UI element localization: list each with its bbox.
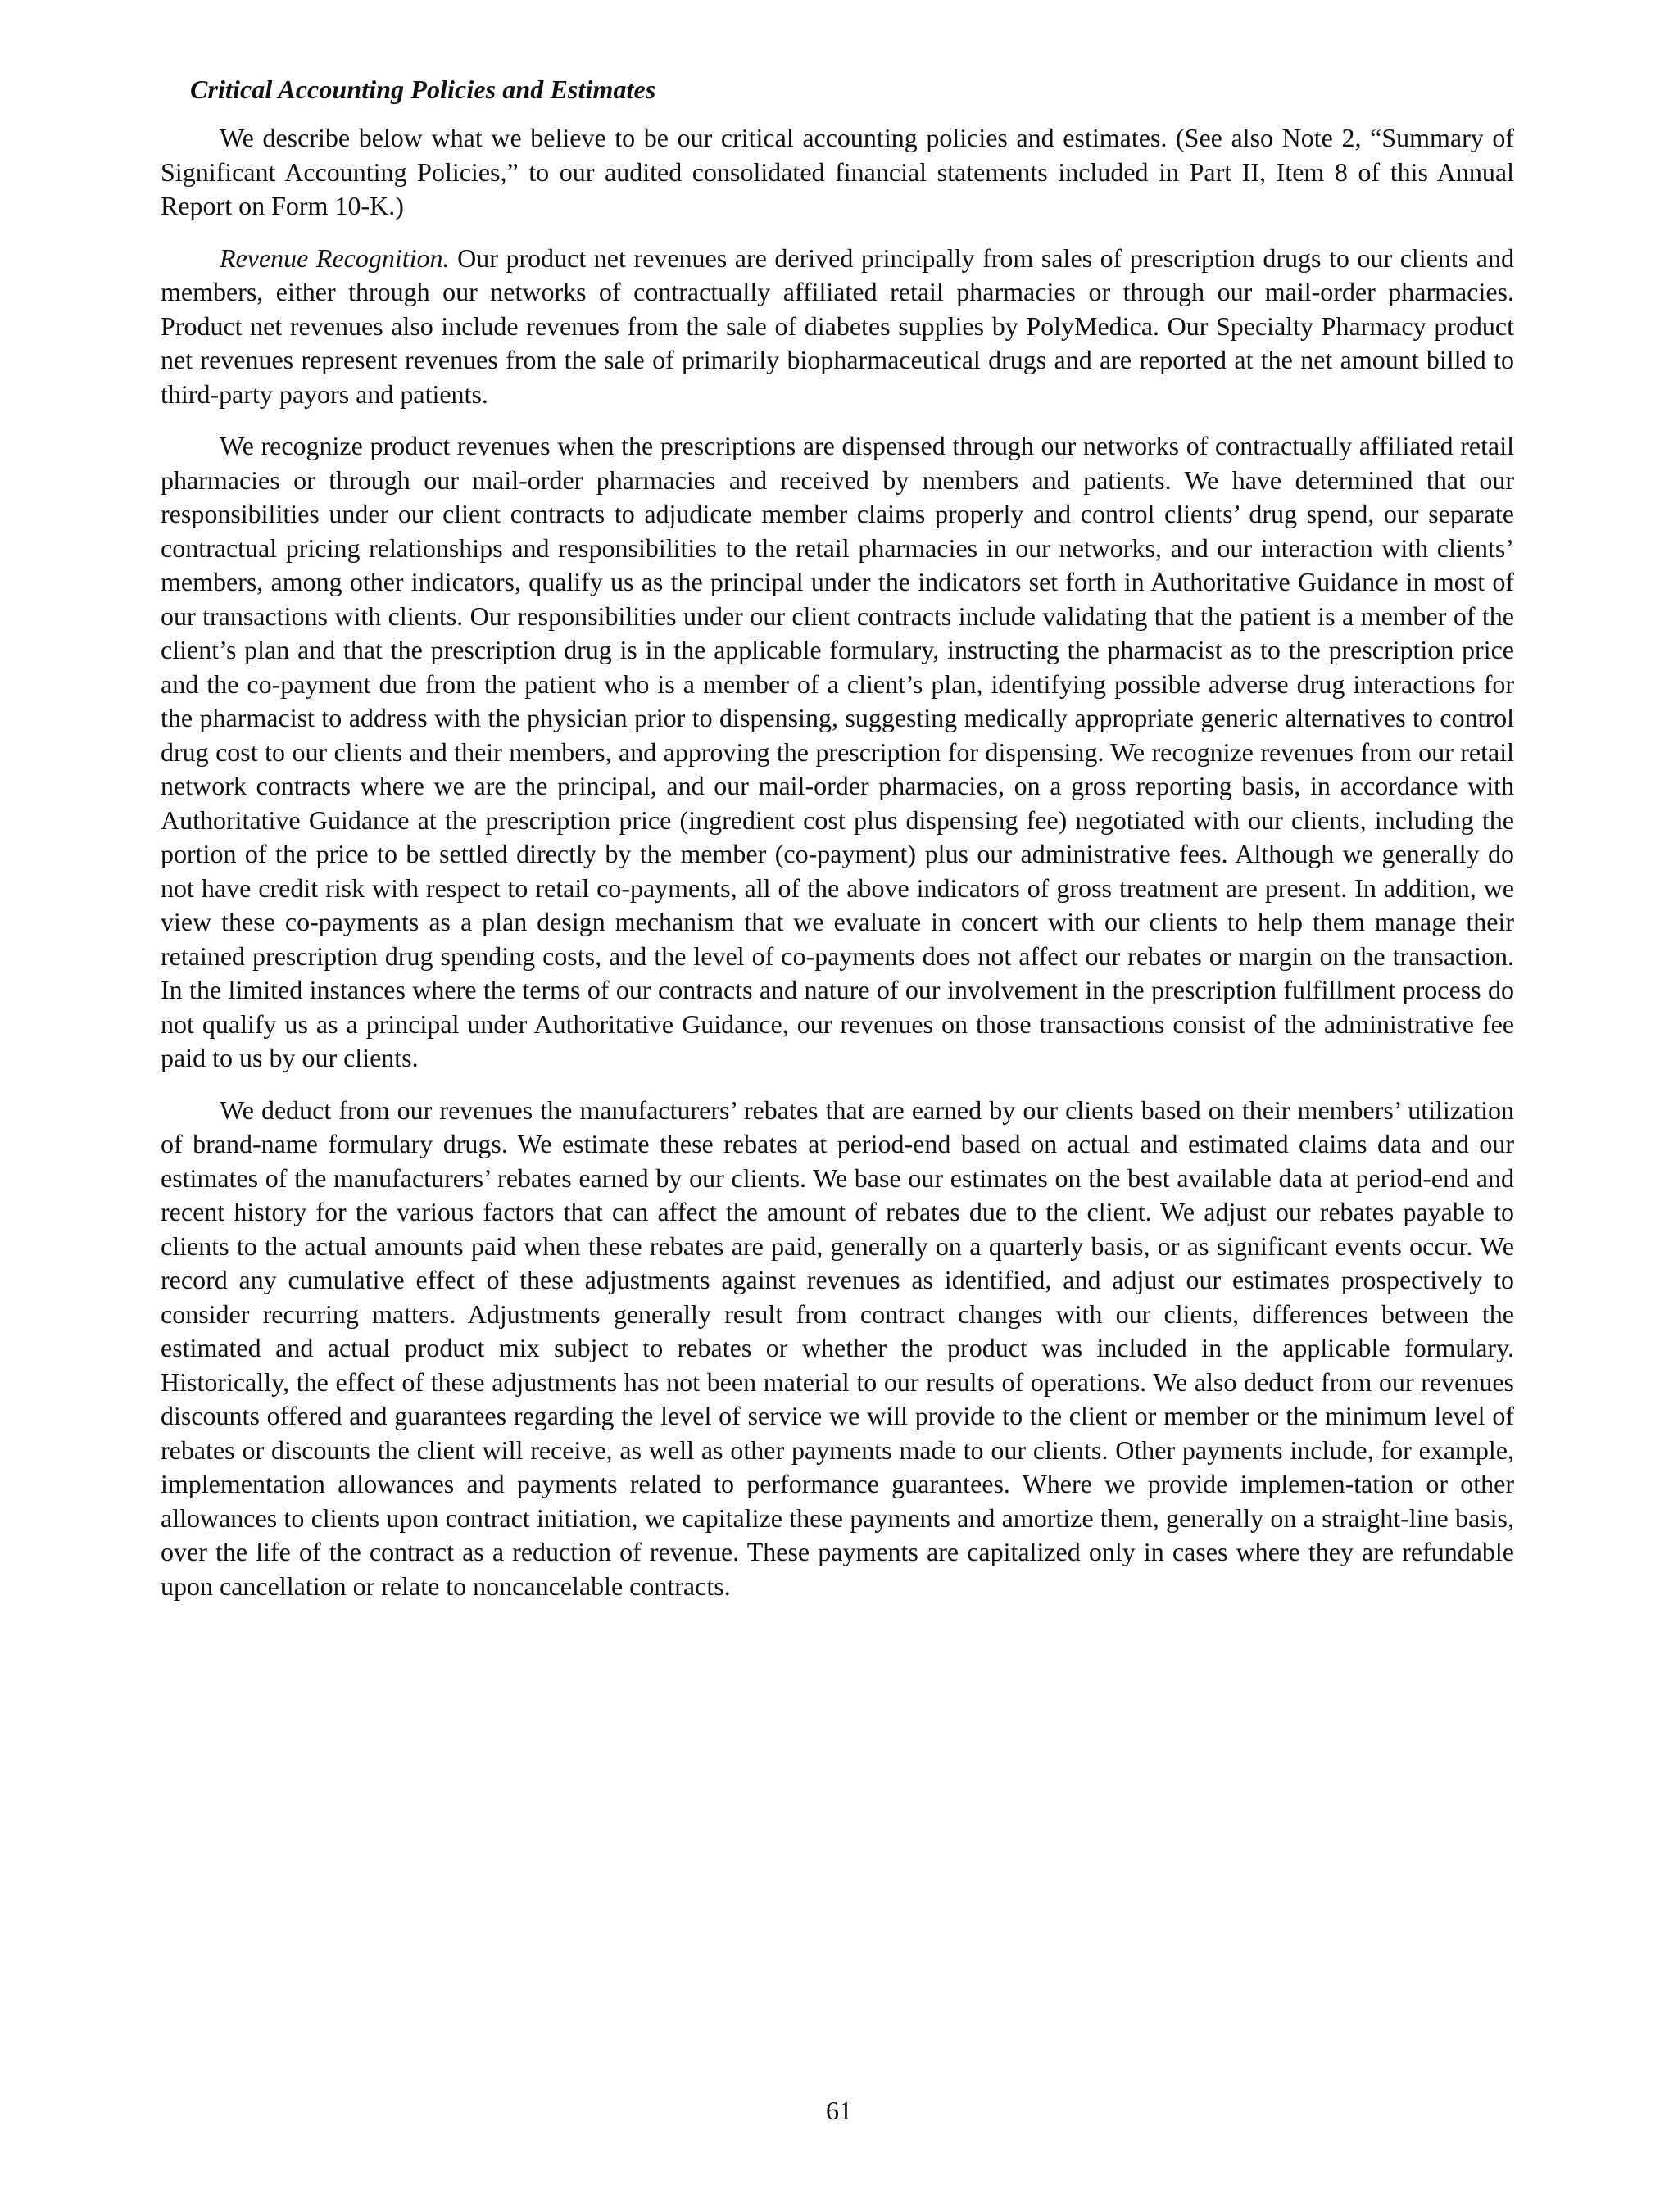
paragraph-product-revenues [161, 429, 1514, 1076]
document-page [161, 72, 1514, 1603]
paragraph-intro [161, 121, 1514, 224]
paragraph-text: We deduct from our revenues the manufacturers’ rebates that are earned by our clients based on their members’ utilization of brand-name formulary drugs. We estimate these rebates at period-end based on actual and estimated claims data and our estimates of the manufacturers’ rebates earned by our clients. We base our estimates on the best available data at period-end and recent history for the various factors that can affect the amount of rebates due to the client. We adjust our rebates payable to clients to the actual amounts paid when these rebates are paid, generally on a quarterly basis, or as significant events occur. We record any cumulative effect of these adjustments against revenues as identified, and adjust our estimates prospectively to consider recurring matters. Adjustments generally result from contract changes with our clients, differences between the estimated and actual product mix subject to rebates or whether the product was included in the applicable formulary. Historically, the effect of these adjustments has not been material to our results of operations. We also deduct from our revenues discounts offered and guarantees regarding the level of service we will provide to the client or member or the minimum level of rebates or discounts the client will receive, as well as other payments made to our clients. Other payments include, for example, implementation allowances and payments related to performance guarantees. Where we provide implemen-tation or other allowances to clients upon contract initiation, we capitalize these payments and amortize them, generally on a straight-line basis, over the life of the contract as a reduction of revenue. These payments are capitalized only in cases where they are refundable upon cancellation or relate to noncancelable contracts. [161, 1095, 1514, 1601]
paragraph-rebates [161, 1094, 1514, 1604]
section-heading: Critical Accounting Policies and Estimates [190, 75, 656, 104]
paragraph-revenue-recognition [161, 242, 1514, 412]
page-number: 61 [826, 2096, 852, 2125]
paragraph-text: Our product net revenues are derived principally from sales of prescription drugs to our clients and members, either through our networks of contractually affiliated retail pharmacies or through our mail-order pharmacies. Product net revenues also include revenues from the sale of diabetes supplies by PolyMedica. Our Specialty Pharmacy product net revenues represent revenues from the sale of primarily biopharmaceutical drugs and are reported at the net amount billed to third-party payors and patients. [161, 243, 1515, 409]
paragraph-runin: Revenue Recognition. [220, 243, 450, 273]
paragraph-text: We recognize product revenues when the prescriptions are dispensed through our networks of contractually affiliated retail pharmacies or through our mail-order pharmacies and received by members and patients. We have determined that our responsibilities under our client contracts to adjudicate member claims properly and control clients’ drug spend, our separate contractual pricing relationships and responsibilities to the retail pharmacies in our networks, and our interaction with clients’ members, among other indicators, qualify us as the principal under the indicators set forth in Authoritative Guidance in most of our transactions with clients. Our responsibilities under our client contracts include validating that the patient is a member of the client’s plan and that the prescription drug is in the applicable formulary, instructing the pharmacist as to the prescription price and the co-payment due from the patient who is a member of a client’s plan, identifying possible adverse drug interactions for the pharmacist to address with the physician prior to dispensing, suggesting medically appropriate generic alternatives to control drug cost to our clients and their members, and approving the prescription for dispensing. We recognize revenues from our retail network contracts where we are the principal, and our mail-order pharmacies, on a gross reporting basis, in accordance with Authoritative Guidance at the prescription price (ingredient cost plus dispensing fee) negotiated with our clients, including the portion of the price to be settled directly by the member (co-payment) plus our administrative fees. Although we generally do not have credit risk with respect to retail co-payments, all of the above indicators of gross treatment are present. In addition, we view these co-payments as a plan design mechanism that we evaluate in concert with our clients to help them manage their retained prescription drug spending costs, and the level of co-payments does not affect our rebates or margin on the transaction. In the limited instances where the terms of our contracts and nature of our involvement in the prescription fulfillment process do not qualify us as a principal under Authoritative Guidance, our revenues on those transactions consist of the administrative fee paid to us by our clients. [161, 431, 1514, 1072]
paragraph-text: We describe below what we believe to be our critical accounting policies and estimates. (See also Note 2, “Summary of Significant Accounting Policies,” to our audited consolidated financial statements included in Part II, Item 8 of this Annual Report on Form 10-K.) [161, 123, 1514, 220]
